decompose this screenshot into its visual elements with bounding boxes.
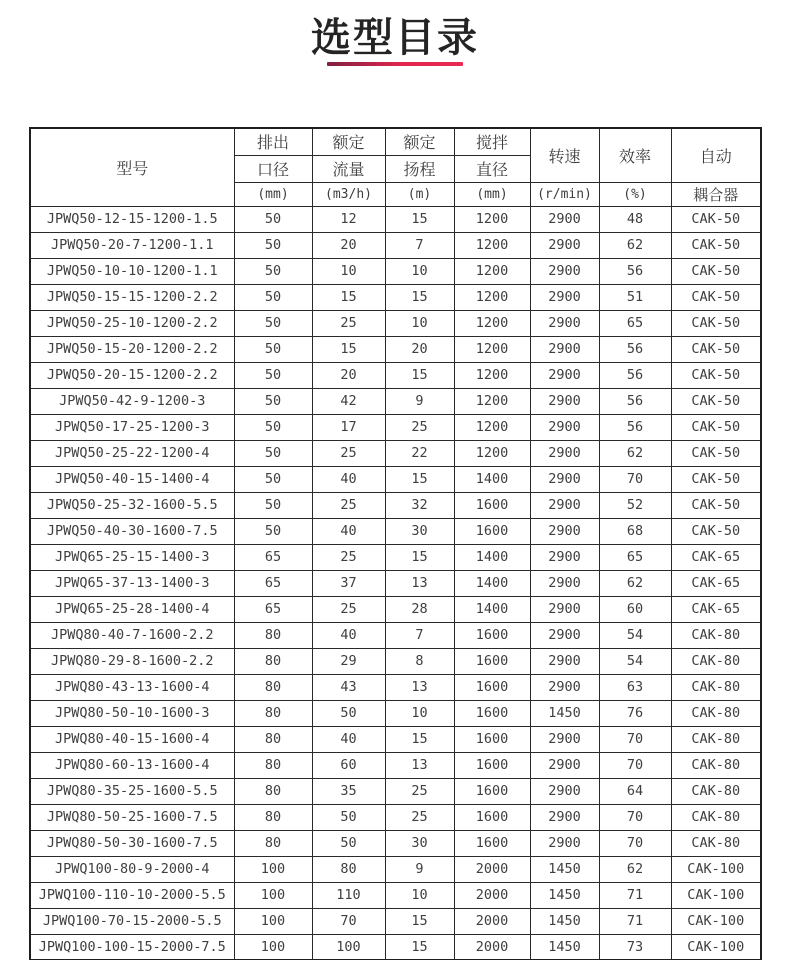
- model-cell: JPWQ50-15-20-1200-2.2: [30, 336, 234, 362]
- value-cell: 15: [385, 544, 454, 570]
- table-row: [30, 778, 761, 804]
- value-cell: 70: [599, 726, 671, 752]
- value-cell: 25: [385, 414, 454, 440]
- value-cell: 80: [234, 700, 312, 726]
- value-cell: 60: [599, 596, 671, 622]
- value-cell: CAK-80: [671, 648, 761, 674]
- value-cell: 1200: [454, 414, 530, 440]
- header-efficiency-unit: (%): [599, 182, 671, 206]
- value-cell: 13: [385, 752, 454, 778]
- table-row: [30, 362, 761, 388]
- table-row: [30, 700, 761, 726]
- table-row: [30, 258, 761, 284]
- value-cell: CAK-50: [671, 336, 761, 362]
- value-cell: 100: [234, 908, 312, 934]
- selection-spec-table: [29, 127, 762, 960]
- table-row: [30, 388, 761, 414]
- value-cell: 25: [312, 596, 385, 622]
- value-cell: 28: [385, 596, 454, 622]
- value-cell: CAK-80: [671, 804, 761, 830]
- model-cell: JPWQ100-100-15-2000-7.5: [30, 934, 234, 960]
- header-model: 型号: [30, 128, 234, 206]
- value-cell: 15: [385, 908, 454, 934]
- value-cell: 2900: [530, 492, 599, 518]
- value-cell: 12: [312, 206, 385, 232]
- title-accent-underline: [327, 62, 463, 66]
- value-cell: CAK-80: [671, 752, 761, 778]
- value-cell: 80: [234, 804, 312, 830]
- value-cell: 2900: [530, 310, 599, 336]
- value-cell: 1200: [454, 232, 530, 258]
- value-cell: 15: [312, 336, 385, 362]
- table-row: [30, 726, 761, 752]
- header-speed-unit: (r/min): [530, 182, 599, 206]
- model-cell: JPWQ50-25-32-1600-5.5: [30, 492, 234, 518]
- model-cell: JPWQ50-25-10-1200-2.2: [30, 310, 234, 336]
- model-cell: JPWQ50-40-15-1400-4: [30, 466, 234, 492]
- model-cell: JPWQ80-60-13-1600-4: [30, 752, 234, 778]
- value-cell: 32: [385, 492, 454, 518]
- value-cell: 1200: [454, 206, 530, 232]
- value-cell: 71: [599, 882, 671, 908]
- header-mixing-line2: 直径: [454, 155, 530, 182]
- value-cell: 2900: [530, 804, 599, 830]
- table-row: [30, 856, 761, 882]
- value-cell: 70: [599, 466, 671, 492]
- value-cell: 25: [385, 804, 454, 830]
- value-cell: 51: [599, 284, 671, 310]
- value-cell: 30: [385, 518, 454, 544]
- value-cell: CAK-50: [671, 362, 761, 388]
- value-cell: 7: [385, 232, 454, 258]
- value-cell: 17: [312, 414, 385, 440]
- value-cell: 15: [385, 726, 454, 752]
- value-cell: 50: [234, 284, 312, 310]
- value-cell: 50: [234, 440, 312, 466]
- value-cell: 50: [234, 388, 312, 414]
- value-cell: 2900: [530, 648, 599, 674]
- value-cell: CAK-50: [671, 258, 761, 284]
- value-cell: 2900: [530, 336, 599, 362]
- value-cell: 10: [385, 310, 454, 336]
- value-cell: 1200: [454, 440, 530, 466]
- value-cell: 54: [599, 622, 671, 648]
- table-row: [30, 206, 761, 232]
- value-cell: CAK-50: [671, 414, 761, 440]
- value-cell: 40: [312, 466, 385, 492]
- table-row: [30, 492, 761, 518]
- model-cell: JPWQ50-20-15-1200-2.2: [30, 362, 234, 388]
- value-cell: 50: [312, 700, 385, 726]
- header-mixing-line1: 搅拌: [454, 128, 530, 155]
- value-cell: 40: [312, 726, 385, 752]
- value-cell: 100: [312, 934, 385, 960]
- value-cell: 56: [599, 388, 671, 414]
- value-cell: 1600: [454, 700, 530, 726]
- value-cell: 1200: [454, 258, 530, 284]
- value-cell: 2900: [530, 518, 599, 544]
- header-outlet-unit: (mm): [234, 182, 312, 206]
- value-cell: 25: [312, 492, 385, 518]
- value-cell: 1600: [454, 778, 530, 804]
- value-cell: 62: [599, 232, 671, 258]
- value-cell: CAK-50: [671, 284, 761, 310]
- value-cell: 50: [234, 414, 312, 440]
- value-cell: CAK-50: [671, 388, 761, 414]
- table-row: [30, 284, 761, 310]
- table-row: [30, 804, 761, 830]
- model-cell: JPWQ80-50-30-1600-7.5: [30, 830, 234, 856]
- value-cell: CAK-80: [671, 674, 761, 700]
- header-speed: 转速: [530, 128, 599, 182]
- value-cell: 1400: [454, 544, 530, 570]
- value-cell: 80: [234, 622, 312, 648]
- value-cell: 56: [599, 336, 671, 362]
- model-cell: JPWQ50-10-10-1200-1.1: [30, 258, 234, 284]
- value-cell: CAK-100: [671, 882, 761, 908]
- value-cell: 15: [385, 362, 454, 388]
- table-row: [30, 544, 761, 570]
- model-cell: JPWQ80-50-10-1600-3: [30, 700, 234, 726]
- value-cell: 2900: [530, 830, 599, 856]
- value-cell: 1600: [454, 622, 530, 648]
- value-cell: CAK-80: [671, 700, 761, 726]
- value-cell: 2900: [530, 388, 599, 414]
- model-cell: JPWQ100-110-10-2000-5.5: [30, 882, 234, 908]
- value-cell: 70: [599, 804, 671, 830]
- value-cell: 50: [234, 232, 312, 258]
- table-header: [30, 128, 761, 206]
- header-flow-line1: 额定: [312, 128, 385, 155]
- model-cell: JPWQ80-40-7-1600-2.2: [30, 622, 234, 648]
- value-cell: 63: [599, 674, 671, 700]
- value-cell: 10: [312, 258, 385, 284]
- value-cell: 2900: [530, 414, 599, 440]
- value-cell: 2900: [530, 752, 599, 778]
- model-cell: JPWQ80-50-25-1600-7.5: [30, 804, 234, 830]
- model-cell: JPWQ65-25-28-1400-4: [30, 596, 234, 622]
- model-cell: JPWQ50-17-25-1200-3: [30, 414, 234, 440]
- header-head-unit: (m): [385, 182, 454, 206]
- value-cell: 2900: [530, 206, 599, 232]
- value-cell: 50: [234, 466, 312, 492]
- value-cell: 1600: [454, 518, 530, 544]
- value-cell: 1200: [454, 336, 530, 362]
- value-cell: 2000: [454, 882, 530, 908]
- value-cell: 1600: [454, 830, 530, 856]
- value-cell: 15: [385, 934, 454, 960]
- value-cell: 80: [234, 830, 312, 856]
- value-cell: 25: [385, 778, 454, 804]
- value-cell: 2900: [530, 622, 599, 648]
- value-cell: 1200: [454, 284, 530, 310]
- value-cell: CAK-50: [671, 232, 761, 258]
- value-cell: CAK-100: [671, 934, 761, 960]
- value-cell: 13: [385, 570, 454, 596]
- value-cell: CAK-50: [671, 492, 761, 518]
- value-cell: 50: [234, 206, 312, 232]
- value-cell: 50: [234, 518, 312, 544]
- value-cell: 22: [385, 440, 454, 466]
- value-cell: CAK-80: [671, 778, 761, 804]
- table-row: [30, 934, 761, 960]
- value-cell: 1600: [454, 752, 530, 778]
- value-cell: 2900: [530, 778, 599, 804]
- model-cell: JPWQ80-29-8-1600-2.2: [30, 648, 234, 674]
- table-row: [30, 414, 761, 440]
- value-cell: 1200: [454, 310, 530, 336]
- value-cell: 15: [385, 466, 454, 492]
- value-cell: 1450: [530, 700, 599, 726]
- table-row: [30, 622, 761, 648]
- model-cell: JPWQ65-25-15-1400-3: [30, 544, 234, 570]
- value-cell: 40: [312, 622, 385, 648]
- page-title: 选型目录: [311, 16, 479, 60]
- value-cell: 29: [312, 648, 385, 674]
- value-cell: 15: [385, 206, 454, 232]
- value-cell: 10: [385, 882, 454, 908]
- table-row: [30, 830, 761, 856]
- value-cell: 62: [599, 856, 671, 882]
- header-mixing-unit: (mm): [454, 182, 530, 206]
- value-cell: CAK-80: [671, 830, 761, 856]
- model-cell: JPWQ80-43-13-1600-4: [30, 674, 234, 700]
- value-cell: 110: [312, 882, 385, 908]
- value-cell: 68: [599, 518, 671, 544]
- model-cell: JPWQ100-70-15-2000-5.5: [30, 908, 234, 934]
- value-cell: 2000: [454, 908, 530, 934]
- value-cell: 2900: [530, 440, 599, 466]
- value-cell: 80: [234, 726, 312, 752]
- value-cell: 56: [599, 258, 671, 284]
- value-cell: 65: [234, 544, 312, 570]
- value-cell: 2900: [530, 544, 599, 570]
- header-flow-line2: 流量: [312, 155, 385, 182]
- value-cell: 64: [599, 778, 671, 804]
- value-cell: 1200: [454, 362, 530, 388]
- model-cell: JPWQ50-12-15-1200-1.5: [30, 206, 234, 232]
- value-cell: 80: [234, 648, 312, 674]
- value-cell: 2900: [530, 726, 599, 752]
- value-cell: CAK-50: [671, 206, 761, 232]
- value-cell: 10: [385, 700, 454, 726]
- value-cell: 20: [312, 232, 385, 258]
- value-cell: CAK-50: [671, 466, 761, 492]
- value-cell: CAK-65: [671, 570, 761, 596]
- value-cell: CAK-50: [671, 440, 761, 466]
- value-cell: 50: [234, 258, 312, 284]
- value-cell: 76: [599, 700, 671, 726]
- value-cell: 48: [599, 206, 671, 232]
- value-cell: 20: [385, 336, 454, 362]
- value-cell: 1600: [454, 804, 530, 830]
- value-cell: 25: [312, 310, 385, 336]
- value-cell: CAK-65: [671, 544, 761, 570]
- table-row: [30, 752, 761, 778]
- value-cell: 70: [599, 752, 671, 778]
- model-cell: JPWQ80-40-15-1600-4: [30, 726, 234, 752]
- value-cell: 54: [599, 648, 671, 674]
- table-row: [30, 674, 761, 700]
- model-cell: JPWQ50-42-9-1200-3: [30, 388, 234, 414]
- value-cell: 25: [312, 544, 385, 570]
- value-cell: 2900: [530, 284, 599, 310]
- value-cell: CAK-100: [671, 908, 761, 934]
- table-row: [30, 882, 761, 908]
- value-cell: 65: [234, 570, 312, 596]
- value-cell: 9: [385, 856, 454, 882]
- value-cell: 62: [599, 440, 671, 466]
- value-cell: 80: [234, 778, 312, 804]
- value-cell: 2000: [454, 856, 530, 882]
- table-row: [30, 232, 761, 258]
- value-cell: 43: [312, 674, 385, 700]
- model-cell: JPWQ80-35-25-1600-5.5: [30, 778, 234, 804]
- value-cell: 2900: [530, 570, 599, 596]
- header-efficiency: 效率: [599, 128, 671, 182]
- value-cell: 70: [599, 830, 671, 856]
- value-cell: 50: [234, 336, 312, 362]
- table-row: [30, 908, 761, 934]
- value-cell: 50: [312, 804, 385, 830]
- value-cell: 80: [312, 856, 385, 882]
- value-cell: 1600: [454, 674, 530, 700]
- value-cell: 13: [385, 674, 454, 700]
- value-cell: 50: [234, 492, 312, 518]
- header-coupler: 自动: [671, 128, 761, 182]
- value-cell: 60: [312, 752, 385, 778]
- value-cell: 1600: [454, 648, 530, 674]
- value-cell: 1450: [530, 882, 599, 908]
- value-cell: CAK-50: [671, 518, 761, 544]
- value-cell: 50: [312, 830, 385, 856]
- value-cell: 1600: [454, 492, 530, 518]
- value-cell: 2900: [530, 258, 599, 284]
- table-row: [30, 570, 761, 596]
- value-cell: 56: [599, 414, 671, 440]
- model-cell: JPWQ100-80-9-2000-4: [30, 856, 234, 882]
- value-cell: 50: [234, 310, 312, 336]
- value-cell: 9: [385, 388, 454, 414]
- value-cell: 30: [385, 830, 454, 856]
- value-cell: 35: [312, 778, 385, 804]
- header-head-line1: 额定: [385, 128, 454, 155]
- table-row: [30, 336, 761, 362]
- value-cell: 1400: [454, 570, 530, 596]
- value-cell: 2900: [530, 596, 599, 622]
- table-row: [30, 466, 761, 492]
- value-cell: 50: [234, 362, 312, 388]
- table-row: [30, 518, 761, 544]
- header-flow-unit: (m3/h): [312, 182, 385, 206]
- value-cell: 56: [599, 362, 671, 388]
- model-cell: JPWQ65-37-13-1400-3: [30, 570, 234, 596]
- value-cell: 52: [599, 492, 671, 518]
- value-cell: 2900: [530, 362, 599, 388]
- value-cell: 62: [599, 570, 671, 596]
- header-outlet-line1: 排出: [234, 128, 312, 155]
- value-cell: 65: [599, 310, 671, 336]
- value-cell: CAK-100: [671, 856, 761, 882]
- value-cell: 20: [312, 362, 385, 388]
- value-cell: 2900: [530, 232, 599, 258]
- value-cell: 2900: [530, 466, 599, 492]
- header-coupler-unit: 耦合器: [671, 182, 761, 206]
- header-head-line2: 扬程: [385, 155, 454, 182]
- value-cell: 65: [234, 596, 312, 622]
- value-cell: CAK-50: [671, 310, 761, 336]
- value-cell: 80: [234, 752, 312, 778]
- value-cell: 65: [599, 544, 671, 570]
- model-cell: JPWQ50-20-7-1200-1.1: [30, 232, 234, 258]
- value-cell: CAK-80: [671, 726, 761, 752]
- value-cell: 7: [385, 622, 454, 648]
- value-cell: 25: [312, 440, 385, 466]
- value-cell: 1600: [454, 726, 530, 752]
- value-cell: 1450: [530, 908, 599, 934]
- value-cell: 80: [234, 674, 312, 700]
- value-cell: 15: [385, 284, 454, 310]
- value-cell: 73: [599, 934, 671, 960]
- value-cell: 15: [312, 284, 385, 310]
- header-outlet-line2: 口径: [234, 155, 312, 182]
- value-cell: 1400: [454, 596, 530, 622]
- value-cell: 2000: [454, 934, 530, 960]
- value-cell: 71: [599, 908, 671, 934]
- value-cell: 40: [312, 518, 385, 544]
- value-cell: 10: [385, 258, 454, 284]
- table-row: [30, 310, 761, 336]
- value-cell: 1200: [454, 388, 530, 414]
- value-cell: 100: [234, 882, 312, 908]
- value-cell: 1400: [454, 466, 530, 492]
- value-cell: CAK-80: [671, 622, 761, 648]
- value-cell: 100: [234, 856, 312, 882]
- value-cell: 1450: [530, 934, 599, 960]
- value-cell: 37: [312, 570, 385, 596]
- model-cell: JPWQ50-25-22-1200-4: [30, 440, 234, 466]
- table-row: [30, 440, 761, 466]
- value-cell: 8: [385, 648, 454, 674]
- value-cell: CAK-65: [671, 596, 761, 622]
- value-cell: 42: [312, 388, 385, 414]
- value-cell: 2900: [530, 674, 599, 700]
- value-cell: 1450: [530, 856, 599, 882]
- table-body: [30, 206, 761, 960]
- value-cell: 100: [234, 934, 312, 960]
- table-row: [30, 648, 761, 674]
- model-cell: JPWQ50-15-15-1200-2.2: [30, 284, 234, 310]
- model-cell: JPWQ50-40-30-1600-7.5: [30, 518, 234, 544]
- value-cell: 70: [312, 908, 385, 934]
- table-row: [30, 596, 761, 622]
